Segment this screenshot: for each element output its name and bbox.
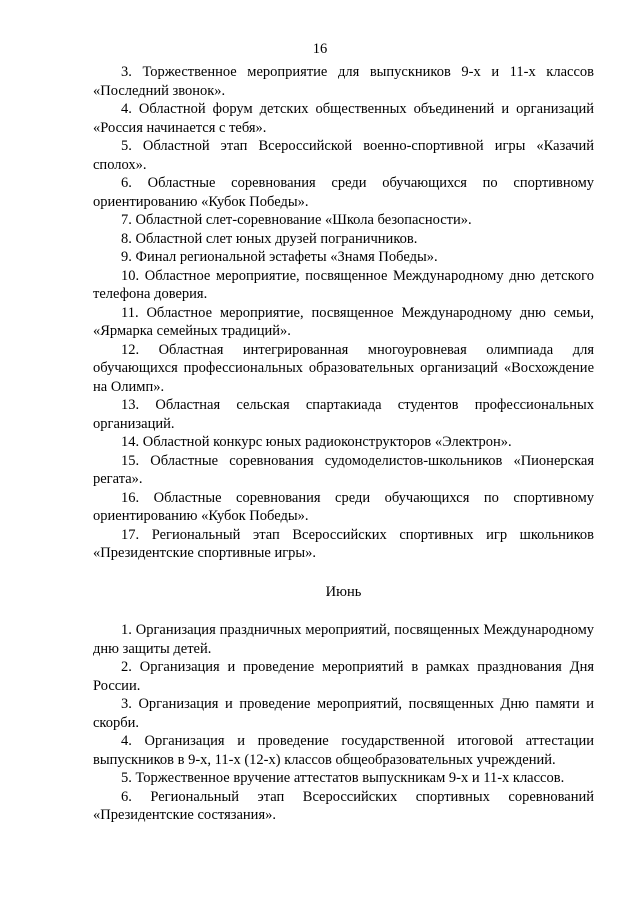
page-content: [93, 63, 594, 825]
list-item: 8. Областной слет юных друзей пограничников.: [121, 230, 418, 247]
list-item: 11. Областное мероприятие, посвященное Международному дню семьи, «Ярмарка семейных традиций».: [93, 304, 594, 339]
list-item: 13. Областная сельская спартакиада студентов профессиональных организаций.: [93, 397, 594, 432]
list-item: 15. Областные соревнования судомоделистов-школьников «Пионерская регата».: [93, 452, 594, 487]
list-june: [93, 621, 594, 825]
list-item: 4. Областной форум детских общественных объединений и организаций «Россия начинается с тебя».: [93, 101, 594, 136]
list-item: 3. Торжественное мероприятие для выпускников 9-х и 11-х классов «Последний звонок».: [93, 64, 594, 99]
list-item: 1. Организация праздничных мероприятий, посвященных Международному дню защиты детей.: [93, 622, 594, 657]
list-item: 3. Организация и проведение мероприятий, посвященных Дню памяти и скорби.: [93, 696, 594, 731]
list-item: 6. Областные соревнования среди обучающихся по спортивному ориентированию «Кубок Победы».: [93, 175, 594, 210]
list-item: 16. Областные соревнования среди обучающихся по спортивному ориентированию «Кубок Победы».: [93, 489, 594, 524]
page-number: 16: [312, 41, 328, 57]
list-item: 17. Региональный этап Всероссийских спортивных игр школьников «Президентские спортивные игры».: [93, 526, 594, 561]
list-item: 7. Областной слет-соревнование «Школа безопасности».: [121, 212, 472, 228]
list-item: 5. Торжественное вручение аттестатов выпускникам 9-х и 11-х классов.: [121, 770, 565, 786]
list-item: 4. Организация и проведение государственной итоговой аттестации выпускников в 9-х, 11-х (12-х) классов общеобразовательных учреждений.: [93, 733, 594, 768]
list-item: 9. Финал региональной эстафеты «Знамя Победы».: [121, 249, 438, 265]
list-item: 12. Областная интегрированная многоуровневая олимпиада для обучающихся профессиональных образовательных организаций «Восхождение на Олимп».: [93, 341, 594, 395]
section-title-june: Июнь: [325, 583, 362, 600]
list-item: 14. Областной конкурс юных радиоконструкторов «Электрон».: [121, 434, 512, 450]
list-may: [93, 63, 594, 563]
list-item: 2. Организация и проведение мероприятий в рамках празднования Дня России.: [93, 659, 594, 694]
list-item: 6. Региональный этап Всероссийских спортивных соревнований «Президентские состязания».: [93, 788, 594, 823]
list-item: 5. Областной этап Всероссийской военно-спортивной игры «Казачий сполох».: [93, 138, 594, 173]
list-item: 10. Областное мероприятие, посвященное Международному дню детского телефона доверия.: [93, 267, 594, 302]
